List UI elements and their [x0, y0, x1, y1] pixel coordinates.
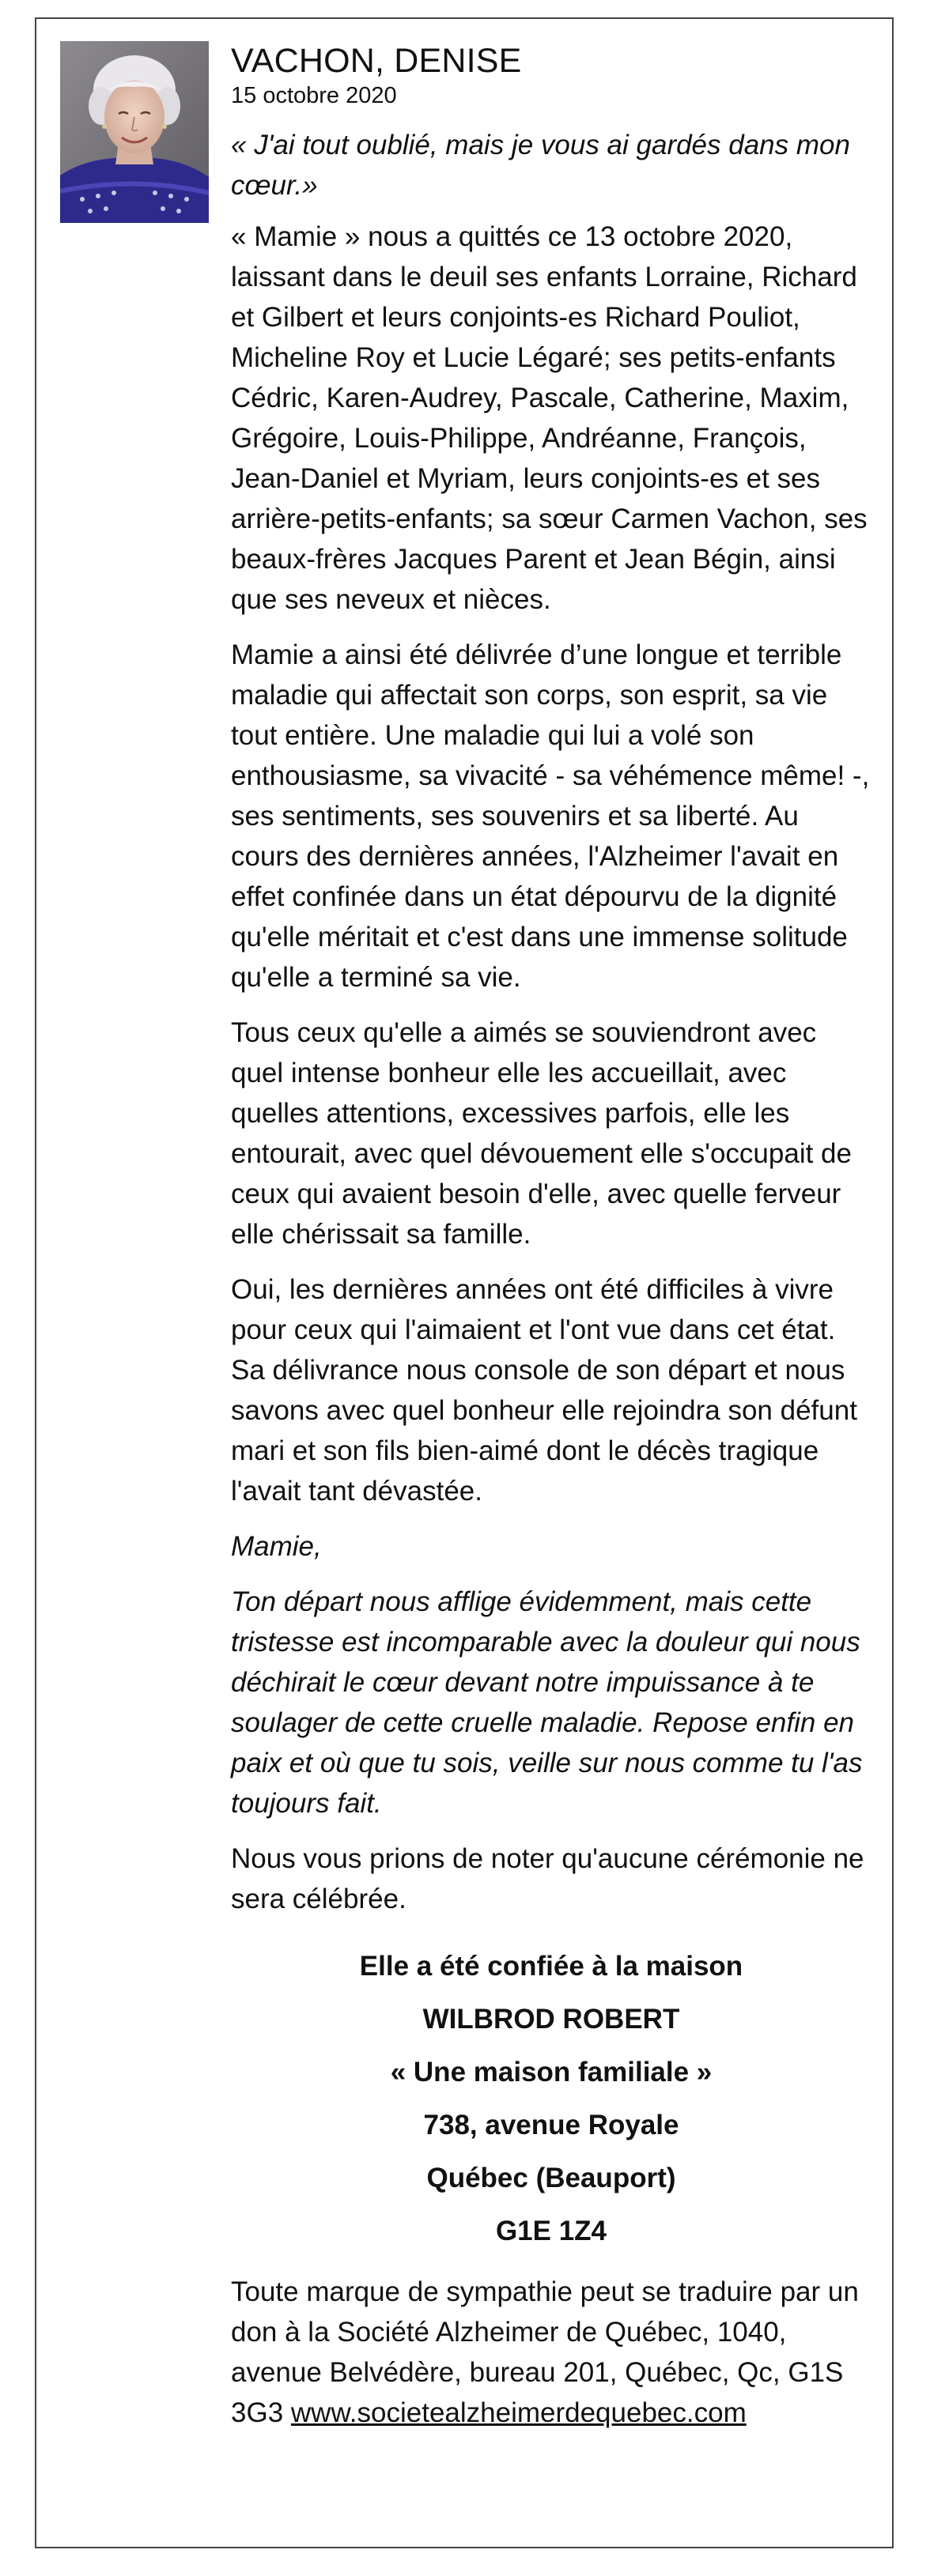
donation-link[interactable]: www.societealzheimerdequebec.com	[290, 2397, 747, 2428]
epigraph-quote: « J'ai tout oublié, mais je vous ai gardés dans mon cœur.»	[231, 130, 850, 201]
funeral-home-city: Québec (Beauport)	[426, 2163, 676, 2193]
donation-text: Toute marque de sympathie peut se traduire par un don à la Société Alzheimer de Québec, 1040, avenue Belvédère, bureau 201, Québec, Qc, G1S 3G3	[231, 2276, 859, 2428]
donation-paragraph	[231, 2272, 871, 2433]
obituary-content	[231, 40, 871, 2448]
ceremony-notice: Nous vous prions de noter qu'aucune cérémonie ne sera célébrée.	[231, 1843, 864, 1914]
paragraph-deliverance: Oui, les dernières années ont été difficiles à vivre pour ceux qui l'aimaient et l'ont vue dans cet état. Sa délivrance nous console de son départ et nous savons avec quel bonheur elle rejoindra son défunt mari et son fils bien-aimé dont le décès tragique l'avait tant dévastée.	[231, 1274, 857, 1507]
paragraph-illness: Mamie a ainsi été délivrée d’une longue et terrible maladie qui affectait son corps, son esprit, sa vie tout entière. Une maladie qui lui a volé son enthousiasme, sa vivacité - sa véhémence même! -, ses sentiments, ses souvenirs et sa liberté. Au cours des dernières années, l'Alzheimer l'avait en effet confinée dans un état dépourvu de la dignité qu'elle méritait et c'est dans une immense solitude qu'elle a terminé sa vie.	[231, 639, 870, 993]
paragraph-family: « Mamie » nous a quittés ce 13 octobre 2020, laissant dans le deuil ses enfants Lorraine, Richard et Gilbert et leurs conjoints-es Richard Pouliot, Micheline Roy et Lucie Légaré; ses petits-enfants Cédric, Karen-Audrey, Pascale, Catherine, Maxim, Grégoire, Louis-Philippe, Andréanne, François, Jean-Daniel et Myriam, leurs conjoints-es et ses arrière-petits-enfants; sa sœur Carmen Vachon, ses beaux-frères Jacques Parent et Jean Bégin, ainsi que ses neveux et nièces.	[231, 221, 868, 615]
funeral-home-postal-code: G1E 1Z4	[495, 2216, 607, 2246]
portrait-photo	[60, 41, 209, 223]
deceased-name: VACHON, DENISE	[231, 42, 522, 80]
letter-body: Ton départ nous afflige évidemment, mais cette tristesse est incomparable avec la douleur qui nous déchirait le cœur devant notre impuissance à te soulager de cette cruelle maladie. Repose enfin en paix et où que tu sois, veille sur nous comme tu l'as toujours fait.	[231, 1586, 863, 1819]
publication-date: 15 octobre 2020	[231, 83, 397, 108]
funeral-home-tagline: « Une maison familiale »	[390, 2057, 713, 2088]
paragraph-memories: Tous ceux qu'elle a aimés se souviendront avec quel intense bonheur elle les accueillait, avec quelles attentions, excessives parfois, elle les entourait, avec quel dévouement elle s'occupait de ceux qui avaient besoin d'elle, avec quelle ferveur elle chérissait sa famille.	[231, 1017, 852, 1250]
funeral-home-block	[231, 1940, 871, 2257]
funeral-home-street: 738, avenue Royale	[423, 2110, 679, 2140]
funeral-home-name: WILBROD ROBERT	[422, 2004, 680, 2035]
funeral-home-intro: Elle a été confiée à la maison	[359, 1951, 743, 1982]
letter-salutation: Mamie,	[231, 1531, 322, 1562]
